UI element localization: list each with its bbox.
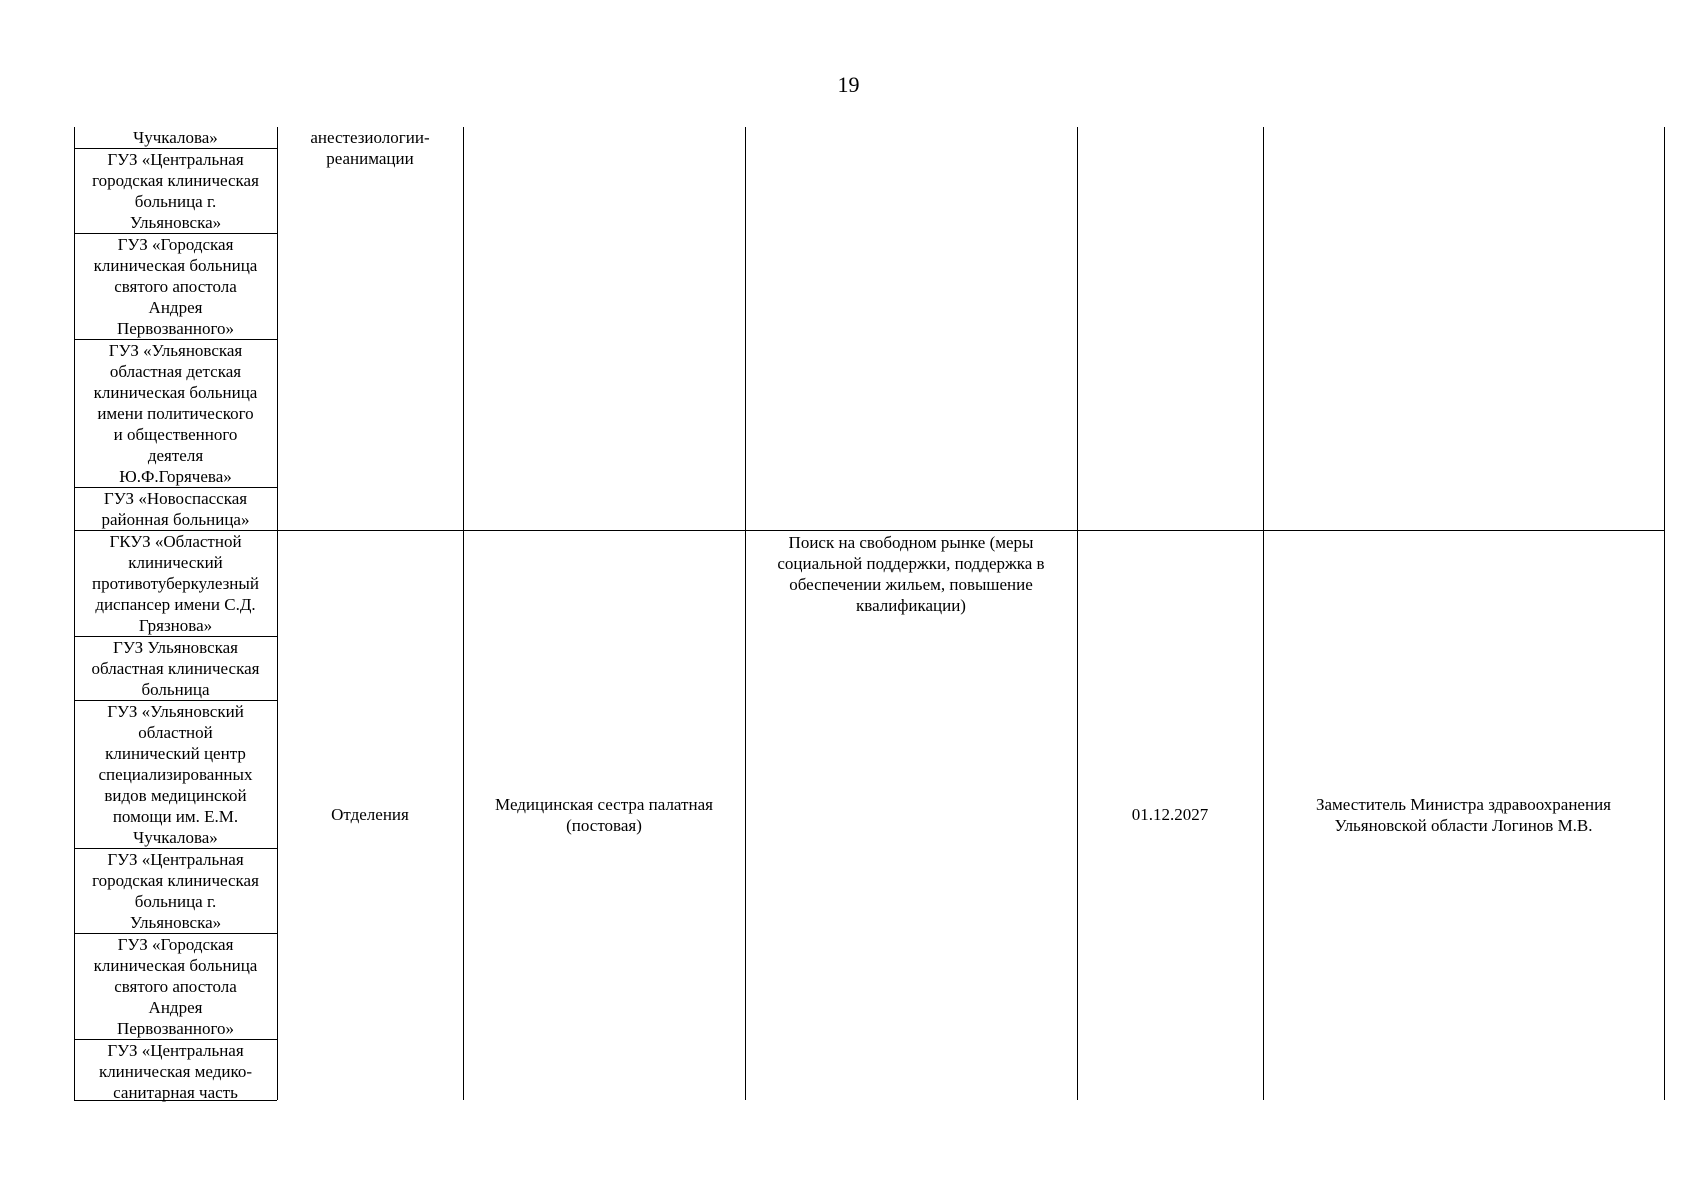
organization-cell — [74, 849, 277, 933]
text-line: квалификации) — [856, 596, 966, 615]
text-line: Грязнова» — [138, 616, 213, 635]
text-line: областная клиническая — [91, 659, 260, 678]
department-cell — [277, 804, 463, 825]
text-line: ГУЗ Ульяновская — [112, 638, 239, 657]
text-line: Чучкалова» — [133, 828, 218, 847]
text-line: городская клиническая — [92, 871, 259, 890]
text-line: областной — [138, 723, 213, 742]
staffing-table — [74, 127, 1665, 1100]
position-cell — [463, 794, 745, 836]
text-line: больница — [141, 680, 210, 699]
text-line: ГУЗ «Ульяновский — [107, 702, 244, 721]
text-line: Ульяновска» — [129, 913, 222, 932]
organization-cell — [74, 149, 277, 233]
text-line: больница г. — [134, 892, 217, 911]
organization-cell — [74, 488, 277, 530]
text-line: видов медицинской — [104, 786, 247, 805]
text-line: Ульяновской области Логинов М.В. — [1334, 816, 1593, 835]
text-line: Поиск на свободном рынке (меры — [788, 533, 1034, 552]
text-line: социальной поддержки, поддержка в — [777, 554, 1045, 573]
organization-cell — [74, 1040, 277, 1103]
organization-cell — [74, 701, 277, 848]
organization-cell — [74, 127, 277, 148]
text-line: Чучкалова» — [133, 128, 218, 147]
page-number: 19 — [837, 72, 860, 97]
text-line: и общественного — [113, 425, 238, 444]
text-line: Андрея — [148, 998, 203, 1017]
text-line: Ульяновска» — [129, 213, 222, 232]
text-line: обеспечении жильем, повышение — [789, 575, 1033, 594]
text-line: клиническая медико- — [98, 1062, 253, 1081]
text-line: санитарная часть — [113, 1083, 238, 1102]
text-line: районная больница» — [101, 510, 250, 529]
text-line: ГУЗ «Центральная — [107, 850, 244, 869]
text-line: святого апостола — [114, 277, 237, 296]
column-divider — [1077, 127, 1078, 1100]
column-divider — [1263, 127, 1264, 1100]
organization-cell — [74, 637, 277, 700]
text-line: Андрея — [148, 298, 203, 317]
organization-cell — [74, 934, 277, 1039]
organization-cell — [74, 340, 277, 487]
text-line: деятеля — [147, 446, 204, 465]
measures-cell — [745, 532, 1077, 616]
text-line: ГУЗ «Городская — [117, 935, 234, 954]
text-line: специализированных — [98, 765, 253, 784]
text-line: 01.12.2027 — [1131, 805, 1209, 824]
text-line: имени политического — [97, 404, 254, 423]
text-line: ГУЗ «Центральная — [107, 1041, 244, 1060]
text-line: диспансер имени С.Д. — [95, 595, 256, 614]
column-divider — [463, 127, 464, 1100]
text-line: клиническая больница — [93, 256, 258, 275]
text-line: (постовая) — [566, 816, 642, 835]
text-line: клинический — [128, 553, 223, 572]
deadline-cell — [1077, 804, 1263, 825]
text-line: противотуберкулезный — [92, 574, 259, 593]
text-line: клиническая больница — [93, 383, 258, 402]
block-divider — [74, 530, 1665, 531]
text-line: городская клиническая — [92, 171, 259, 190]
text-line: анестезиологии- — [310, 128, 430, 147]
text-line: Заместитель Министра здравоохранения — [1315, 795, 1611, 814]
text-line: больница г. — [134, 192, 217, 211]
department-cell — [277, 127, 463, 169]
text-line: реанимации — [326, 149, 414, 168]
text-line: ГУЗ «Новоспасская — [103, 489, 248, 508]
text-line: ГУЗ «Городская — [117, 235, 234, 254]
text-line: ГУЗ «Ульяновская — [108, 341, 243, 360]
text-line: ГКУЗ «Областной — [109, 532, 242, 551]
text-line: Первозванного» — [116, 1019, 235, 1038]
table-border-right — [1664, 127, 1665, 1100]
organization-cell — [74, 234, 277, 339]
column-divider — [277, 127, 278, 1100]
text-line: клинический центр — [105, 744, 246, 763]
text-line: Ю.Ф.Горячева» — [119, 467, 232, 486]
text-line: Отделения — [331, 805, 409, 824]
text-line: святого апостола — [114, 977, 237, 996]
text-line: областная детская — [109, 362, 242, 381]
text-line: помощи им. Е.М. — [112, 807, 239, 826]
text-line: Медицинская сестра палатная — [495, 795, 713, 814]
responsible-cell — [1263, 794, 1664, 836]
text-line: ГУЗ «Центральная — [107, 150, 244, 169]
text-line: клиническая больница — [93, 956, 258, 975]
text-line: Первозванного» — [116, 319, 235, 338]
organization-cell — [74, 531, 277, 636]
